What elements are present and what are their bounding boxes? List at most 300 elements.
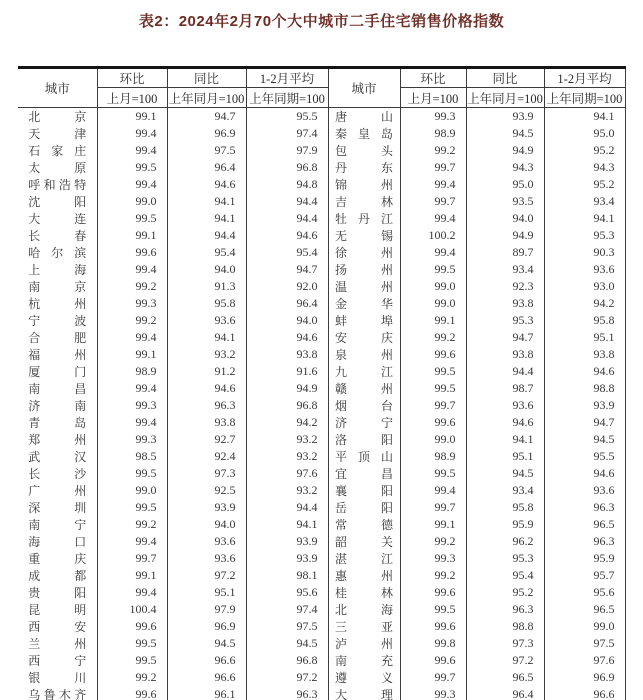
city-cell (18, 414, 97, 431)
header-avg-base-left: 上年同期=100 (246, 88, 328, 108)
avg-value: 93.4 (544, 193, 625, 210)
table-row (18, 227, 625, 244)
city-label: 郑州 (28, 433, 87, 447)
city-label: 洛阳 (335, 433, 393, 447)
city-label: 杭州 (28, 297, 87, 311)
city-label: 青岛 (28, 416, 87, 430)
mom-value: 99.7 (400, 669, 466, 686)
avg-value: 96.8 (246, 159, 328, 176)
header-avg-left: 1-2月平均 (246, 68, 328, 88)
city-label: 济南 (28, 399, 87, 413)
table-row (18, 397, 625, 414)
city-label: 天津 (28, 127, 87, 141)
yoy-value: 96.9 (167, 125, 246, 142)
header-yoy-right: 同比 (466, 68, 544, 88)
city-label: 济宁 (335, 416, 393, 430)
city-label: 南充 (335, 654, 393, 668)
mom-value: 99.7 (400, 397, 466, 414)
mom-value: 99.6 (97, 244, 167, 261)
mom-value: 99.8 (400, 635, 466, 652)
table-row (18, 414, 625, 431)
mom-value: 99.5 (400, 380, 466, 397)
mom-value: 99.2 (400, 142, 466, 159)
city-cell (18, 244, 97, 261)
avg-value: 94.1 (246, 516, 328, 533)
yoy-value: 92.3 (466, 278, 544, 295)
yoy-value: 98.8 (466, 618, 544, 635)
mom-value: 99.2 (97, 312, 167, 329)
city-label: 泉州 (335, 348, 393, 362)
avg-value: 97.6 (544, 652, 625, 669)
avg-value: 97.5 (246, 618, 328, 635)
city-label: 襄阳 (335, 484, 393, 498)
yoy-value: 96.5 (466, 669, 544, 686)
avg-value: 93.8 (544, 346, 625, 363)
mom-value: 99.4 (97, 142, 167, 159)
city-cell (328, 380, 400, 397)
mom-value: 99.2 (97, 516, 167, 533)
avg-value: 91.6 (246, 363, 328, 380)
avg-value: 97.5 (544, 635, 625, 652)
yoy-value: 96.4 (167, 159, 246, 176)
yoy-value: 92.5 (167, 482, 246, 499)
table-row (18, 278, 625, 295)
city-cell (328, 159, 400, 176)
page-title: 表2：2024年2月70个大中城市二手住宅销售价格指数 (138, 13, 505, 30)
avg-value: 98.1 (246, 567, 328, 584)
mom-value: 99.5 (97, 210, 167, 227)
city-cell (328, 448, 400, 465)
avg-value: 98.8 (544, 380, 625, 397)
city-cell (328, 618, 400, 635)
city-cell (328, 533, 400, 550)
city-label: 安庆 (335, 331, 393, 345)
table-row (18, 686, 625, 700)
city-label: 锦州 (335, 178, 393, 192)
table-row (18, 567, 625, 584)
mom-value: 99.3 (400, 686, 466, 700)
avg-value: 96.3 (246, 686, 328, 700)
mom-value: 99.3 (97, 295, 167, 312)
yoy-value: 95.1 (167, 584, 246, 601)
city-label: 兰州 (28, 637, 87, 651)
yoy-value: 91.3 (167, 278, 246, 295)
city-cell (328, 567, 400, 584)
avg-value: 94.6 (544, 363, 625, 380)
city-cell (328, 210, 400, 227)
city-label: 湛江 (335, 552, 393, 566)
table-row (18, 550, 625, 567)
city-label: 桂林 (335, 586, 393, 600)
city-cell (328, 108, 400, 126)
city-cell (328, 261, 400, 278)
yoy-value: 93.6 (167, 312, 246, 329)
table-row (18, 261, 625, 278)
city-cell (328, 465, 400, 482)
avg-value: 95.5 (544, 448, 625, 465)
city-cell (18, 601, 97, 618)
header-yoy-base-right: 上年同月=100 (466, 88, 544, 108)
yoy-value: 96.3 (466, 601, 544, 618)
city-cell (328, 295, 400, 312)
yoy-value: 96.6 (167, 669, 246, 686)
mom-value: 99.4 (97, 176, 167, 193)
yoy-value: 94.0 (167, 261, 246, 278)
yoy-value: 93.2 (167, 346, 246, 363)
city-cell (18, 448, 97, 465)
avg-value: 95.1 (544, 329, 625, 346)
yoy-value: 97.2 (167, 567, 246, 584)
table-row (18, 244, 625, 261)
yoy-value: 95.2 (466, 584, 544, 601)
mom-value: 99.6 (400, 346, 466, 363)
city-cell (18, 465, 97, 482)
city-cell (18, 142, 97, 159)
city-cell (18, 652, 97, 669)
city-cell (18, 516, 97, 533)
table-row (18, 465, 625, 482)
yoy-value: 95.3 (466, 312, 544, 329)
mom-value: 99.5 (400, 465, 466, 482)
city-label: 北海 (335, 603, 393, 617)
mom-value: 98.9 (97, 363, 167, 380)
city-cell (18, 261, 97, 278)
yoy-value: 93.6 (167, 533, 246, 550)
mom-value: 99.4 (97, 125, 167, 142)
yoy-value: 94.0 (466, 210, 544, 227)
yoy-value: 94.5 (466, 465, 544, 482)
table-row (18, 635, 625, 652)
yoy-value: 97.2 (466, 652, 544, 669)
city-cell (18, 295, 97, 312)
yoy-value: 93.8 (466, 346, 544, 363)
mom-value: 99.1 (400, 516, 466, 533)
avg-value: 95.6 (544, 584, 625, 601)
city-label: 包头 (335, 144, 393, 158)
yoy-value: 94.6 (466, 414, 544, 431)
city-label: 三亚 (335, 620, 393, 634)
header-city-left: 城市 (18, 68, 97, 108)
city-label: 惠州 (335, 569, 393, 583)
table-row (18, 295, 625, 312)
table-row (18, 482, 625, 499)
city-cell (18, 278, 97, 295)
yoy-value: 95.8 (167, 295, 246, 312)
avg-value: 95.9 (544, 550, 625, 567)
city-cell (328, 176, 400, 193)
city-cell (328, 652, 400, 669)
avg-value: 95.2 (544, 176, 625, 193)
avg-value: 94.7 (246, 261, 328, 278)
city-label: 蚌埠 (335, 314, 393, 328)
mom-value: 98.9 (400, 448, 466, 465)
yoy-value: 95.9 (466, 516, 544, 533)
mom-value: 99.5 (97, 635, 167, 652)
city-cell (18, 125, 97, 142)
yoy-value: 93.8 (167, 414, 246, 431)
city-cell (328, 516, 400, 533)
yoy-value: 94.9 (466, 227, 544, 244)
yoy-value: 96.2 (466, 533, 544, 550)
yoy-value: 92.4 (167, 448, 246, 465)
city-label: 长沙 (28, 467, 87, 481)
city-label: 福州 (28, 348, 87, 362)
mom-value: 99.0 (97, 482, 167, 499)
city-label: 武汉 (28, 450, 87, 464)
city-label: 平顶山 (335, 450, 393, 464)
city-label: 泸州 (335, 637, 393, 651)
city-cell (328, 397, 400, 414)
avg-value: 97.4 (246, 601, 328, 618)
yoy-value: 96.1 (167, 686, 246, 700)
avg-value: 94.2 (246, 414, 328, 431)
city-label: 秦皇岛 (335, 127, 393, 141)
avg-value: 93.6 (544, 261, 625, 278)
table-row (18, 125, 625, 142)
table-row (18, 159, 625, 176)
table-row (18, 193, 625, 210)
city-label: 哈尔滨 (28, 246, 87, 260)
yoy-value: 96.3 (167, 397, 246, 414)
city-cell (328, 363, 400, 380)
city-label: 遵义 (335, 671, 393, 685)
avg-value: 97.4 (246, 125, 328, 142)
city-label: 徐州 (335, 246, 393, 260)
yoy-value: 94.7 (167, 108, 246, 126)
city-cell (328, 635, 400, 652)
yoy-value: 94.7 (466, 329, 544, 346)
table-row (18, 108, 625, 126)
table-body (18, 108, 625, 700)
yoy-value: 92.7 (167, 431, 246, 448)
mom-value: 99.4 (400, 244, 466, 261)
city-cell (18, 108, 97, 126)
city-cell (328, 482, 400, 499)
city-cell (328, 193, 400, 210)
mom-value: 99.2 (97, 278, 167, 295)
city-label: 常德 (335, 518, 393, 532)
city-cell (18, 363, 97, 380)
city-label: 扬州 (335, 263, 393, 277)
avg-value: 95.5 (246, 108, 328, 126)
avg-value: 93.8 (246, 346, 328, 363)
header-avg-right: 1-2月平均 (544, 68, 625, 88)
mom-value: 99.6 (97, 686, 167, 700)
city-cell (328, 669, 400, 686)
city-label: 烟台 (335, 399, 393, 413)
mom-value: 99.4 (97, 329, 167, 346)
avg-value: 93.9 (246, 550, 328, 567)
city-label: 深圳 (28, 501, 87, 515)
city-cell (328, 312, 400, 329)
mom-value: 99.4 (400, 176, 466, 193)
city-cell (18, 159, 97, 176)
yoy-value: 94.3 (466, 159, 544, 176)
city-label: 上海 (28, 263, 87, 277)
mom-value: 99.4 (97, 584, 167, 601)
yoy-value: 96.4 (466, 686, 544, 700)
mom-value: 99.7 (97, 550, 167, 567)
city-label: 呼和浩特 (28, 178, 87, 192)
city-label: 太原 (28, 161, 87, 175)
yoy-value: 98.7 (466, 380, 544, 397)
yoy-value: 96.9 (167, 618, 246, 635)
city-label: 宜昌 (335, 467, 393, 481)
city-label: 合肥 (28, 331, 87, 345)
city-label: 南京 (28, 280, 87, 294)
avg-value: 94.4 (246, 499, 328, 516)
city-cell (18, 176, 97, 193)
avg-value: 96.6 (544, 686, 625, 700)
yoy-value: 97.3 (167, 465, 246, 482)
yoy-value: 97.9 (167, 601, 246, 618)
city-cell (18, 482, 97, 499)
city-label: 南宁 (28, 518, 87, 532)
avg-value: 93.9 (544, 397, 625, 414)
price-index-table (18, 66, 626, 700)
yoy-value: 93.4 (466, 261, 544, 278)
avg-value: 93.9 (246, 533, 328, 550)
table-row (18, 618, 625, 635)
table-row (18, 142, 625, 159)
city-cell (18, 584, 97, 601)
table-row (18, 346, 625, 363)
table-header (18, 68, 625, 108)
city-cell (18, 227, 97, 244)
avg-value: 90.3 (544, 244, 625, 261)
table-row (18, 448, 625, 465)
city-cell (328, 227, 400, 244)
city-label: 吉林 (335, 195, 393, 209)
yoy-value: 94.0 (167, 516, 246, 533)
city-label: 成都 (28, 569, 87, 583)
mom-value: 99.3 (400, 550, 466, 567)
yoy-value: 94.5 (167, 635, 246, 652)
mom-value: 99.5 (400, 363, 466, 380)
city-label: 韶关 (335, 535, 393, 549)
header-row-bases (18, 88, 625, 108)
mom-value: 99.4 (97, 533, 167, 550)
header-mom-base-left: 上月=100 (97, 88, 167, 108)
mom-value: 98.9 (400, 125, 466, 142)
city-label: 南昌 (28, 382, 87, 396)
city-cell (328, 244, 400, 261)
avg-value: 94.4 (246, 210, 328, 227)
avg-value: 94.1 (544, 210, 625, 227)
city-cell (18, 499, 97, 516)
table-row (18, 652, 625, 669)
city-cell (18, 312, 97, 329)
mom-value: 99.6 (400, 584, 466, 601)
yoy-value: 95.8 (466, 499, 544, 516)
yoy-value: 94.1 (167, 193, 246, 210)
mom-value: 99.7 (400, 193, 466, 210)
header-yoy-left: 同比 (167, 68, 246, 88)
city-label: 大理 (335, 688, 393, 700)
mom-value: 99.0 (97, 193, 167, 210)
table-row (18, 176, 625, 193)
city-cell (18, 431, 97, 448)
yoy-value: 93.8 (466, 295, 544, 312)
city-cell (328, 278, 400, 295)
avg-value: 93.6 (544, 482, 625, 499)
avg-value: 95.2 (544, 142, 625, 159)
mom-value: 99.6 (400, 652, 466, 669)
yoy-value: 95.1 (466, 448, 544, 465)
yoy-value: 93.4 (466, 482, 544, 499)
mom-value: 99.6 (400, 414, 466, 431)
yoy-value: 91.2 (167, 363, 246, 380)
yoy-value: 89.7 (466, 244, 544, 261)
mom-value: 99.1 (400, 312, 466, 329)
header-mom-right: 环比 (400, 68, 466, 88)
table-row (18, 669, 625, 686)
city-label: 贵阳 (28, 586, 87, 600)
header-row-metrics (18, 68, 625, 88)
avg-value: 94.2 (544, 295, 625, 312)
mom-value: 99.0 (400, 431, 466, 448)
city-cell (18, 618, 97, 635)
yoy-value: 94.6 (167, 176, 246, 193)
avg-value: 94.7 (544, 414, 625, 431)
mom-value: 99.2 (400, 329, 466, 346)
avg-value: 94.6 (246, 227, 328, 244)
avg-value: 99.0 (544, 618, 625, 635)
yoy-value: 93.9 (167, 499, 246, 516)
yoy-value: 94.1 (167, 329, 246, 346)
city-cell (328, 125, 400, 142)
table-row (18, 380, 625, 397)
mom-value: 99.3 (97, 431, 167, 448)
mom-value: 99.5 (400, 261, 466, 278)
city-cell (18, 380, 97, 397)
yoy-value: 94.4 (167, 227, 246, 244)
city-cell (328, 346, 400, 363)
avg-value: 92.0 (246, 278, 328, 295)
avg-value: 94.4 (246, 193, 328, 210)
mom-value: 99.5 (97, 159, 167, 176)
avg-value: 97.6 (246, 465, 328, 482)
table-row (18, 533, 625, 550)
avg-value: 94.6 (246, 329, 328, 346)
yoy-value: 97.5 (167, 142, 246, 159)
yoy-value: 93.6 (167, 550, 246, 567)
city-label: 无锡 (335, 229, 393, 243)
city-label: 温州 (335, 280, 393, 294)
mom-value: 99.5 (97, 465, 167, 482)
yoy-value: 95.3 (466, 550, 544, 567)
yoy-value: 94.5 (466, 125, 544, 142)
mom-value: 99.6 (97, 618, 167, 635)
avg-value: 95.7 (544, 567, 625, 584)
city-label: 长春 (28, 229, 87, 243)
city-label: 银川 (28, 671, 87, 685)
city-cell (18, 635, 97, 652)
mom-value: 99.1 (97, 567, 167, 584)
mom-value: 99.0 (400, 278, 466, 295)
city-cell (328, 142, 400, 159)
header-yoy-base-left: 上年同月=100 (167, 88, 246, 108)
city-label: 石家庄 (28, 144, 87, 158)
city-cell (328, 584, 400, 601)
city-label: 北京 (28, 110, 87, 124)
header-mom-left: 环比 (97, 68, 167, 88)
avg-value: 94.0 (246, 312, 328, 329)
header-city-right: 城市 (328, 68, 400, 108)
mom-value: 99.1 (97, 346, 167, 363)
table-row (18, 329, 625, 346)
city-cell (328, 550, 400, 567)
